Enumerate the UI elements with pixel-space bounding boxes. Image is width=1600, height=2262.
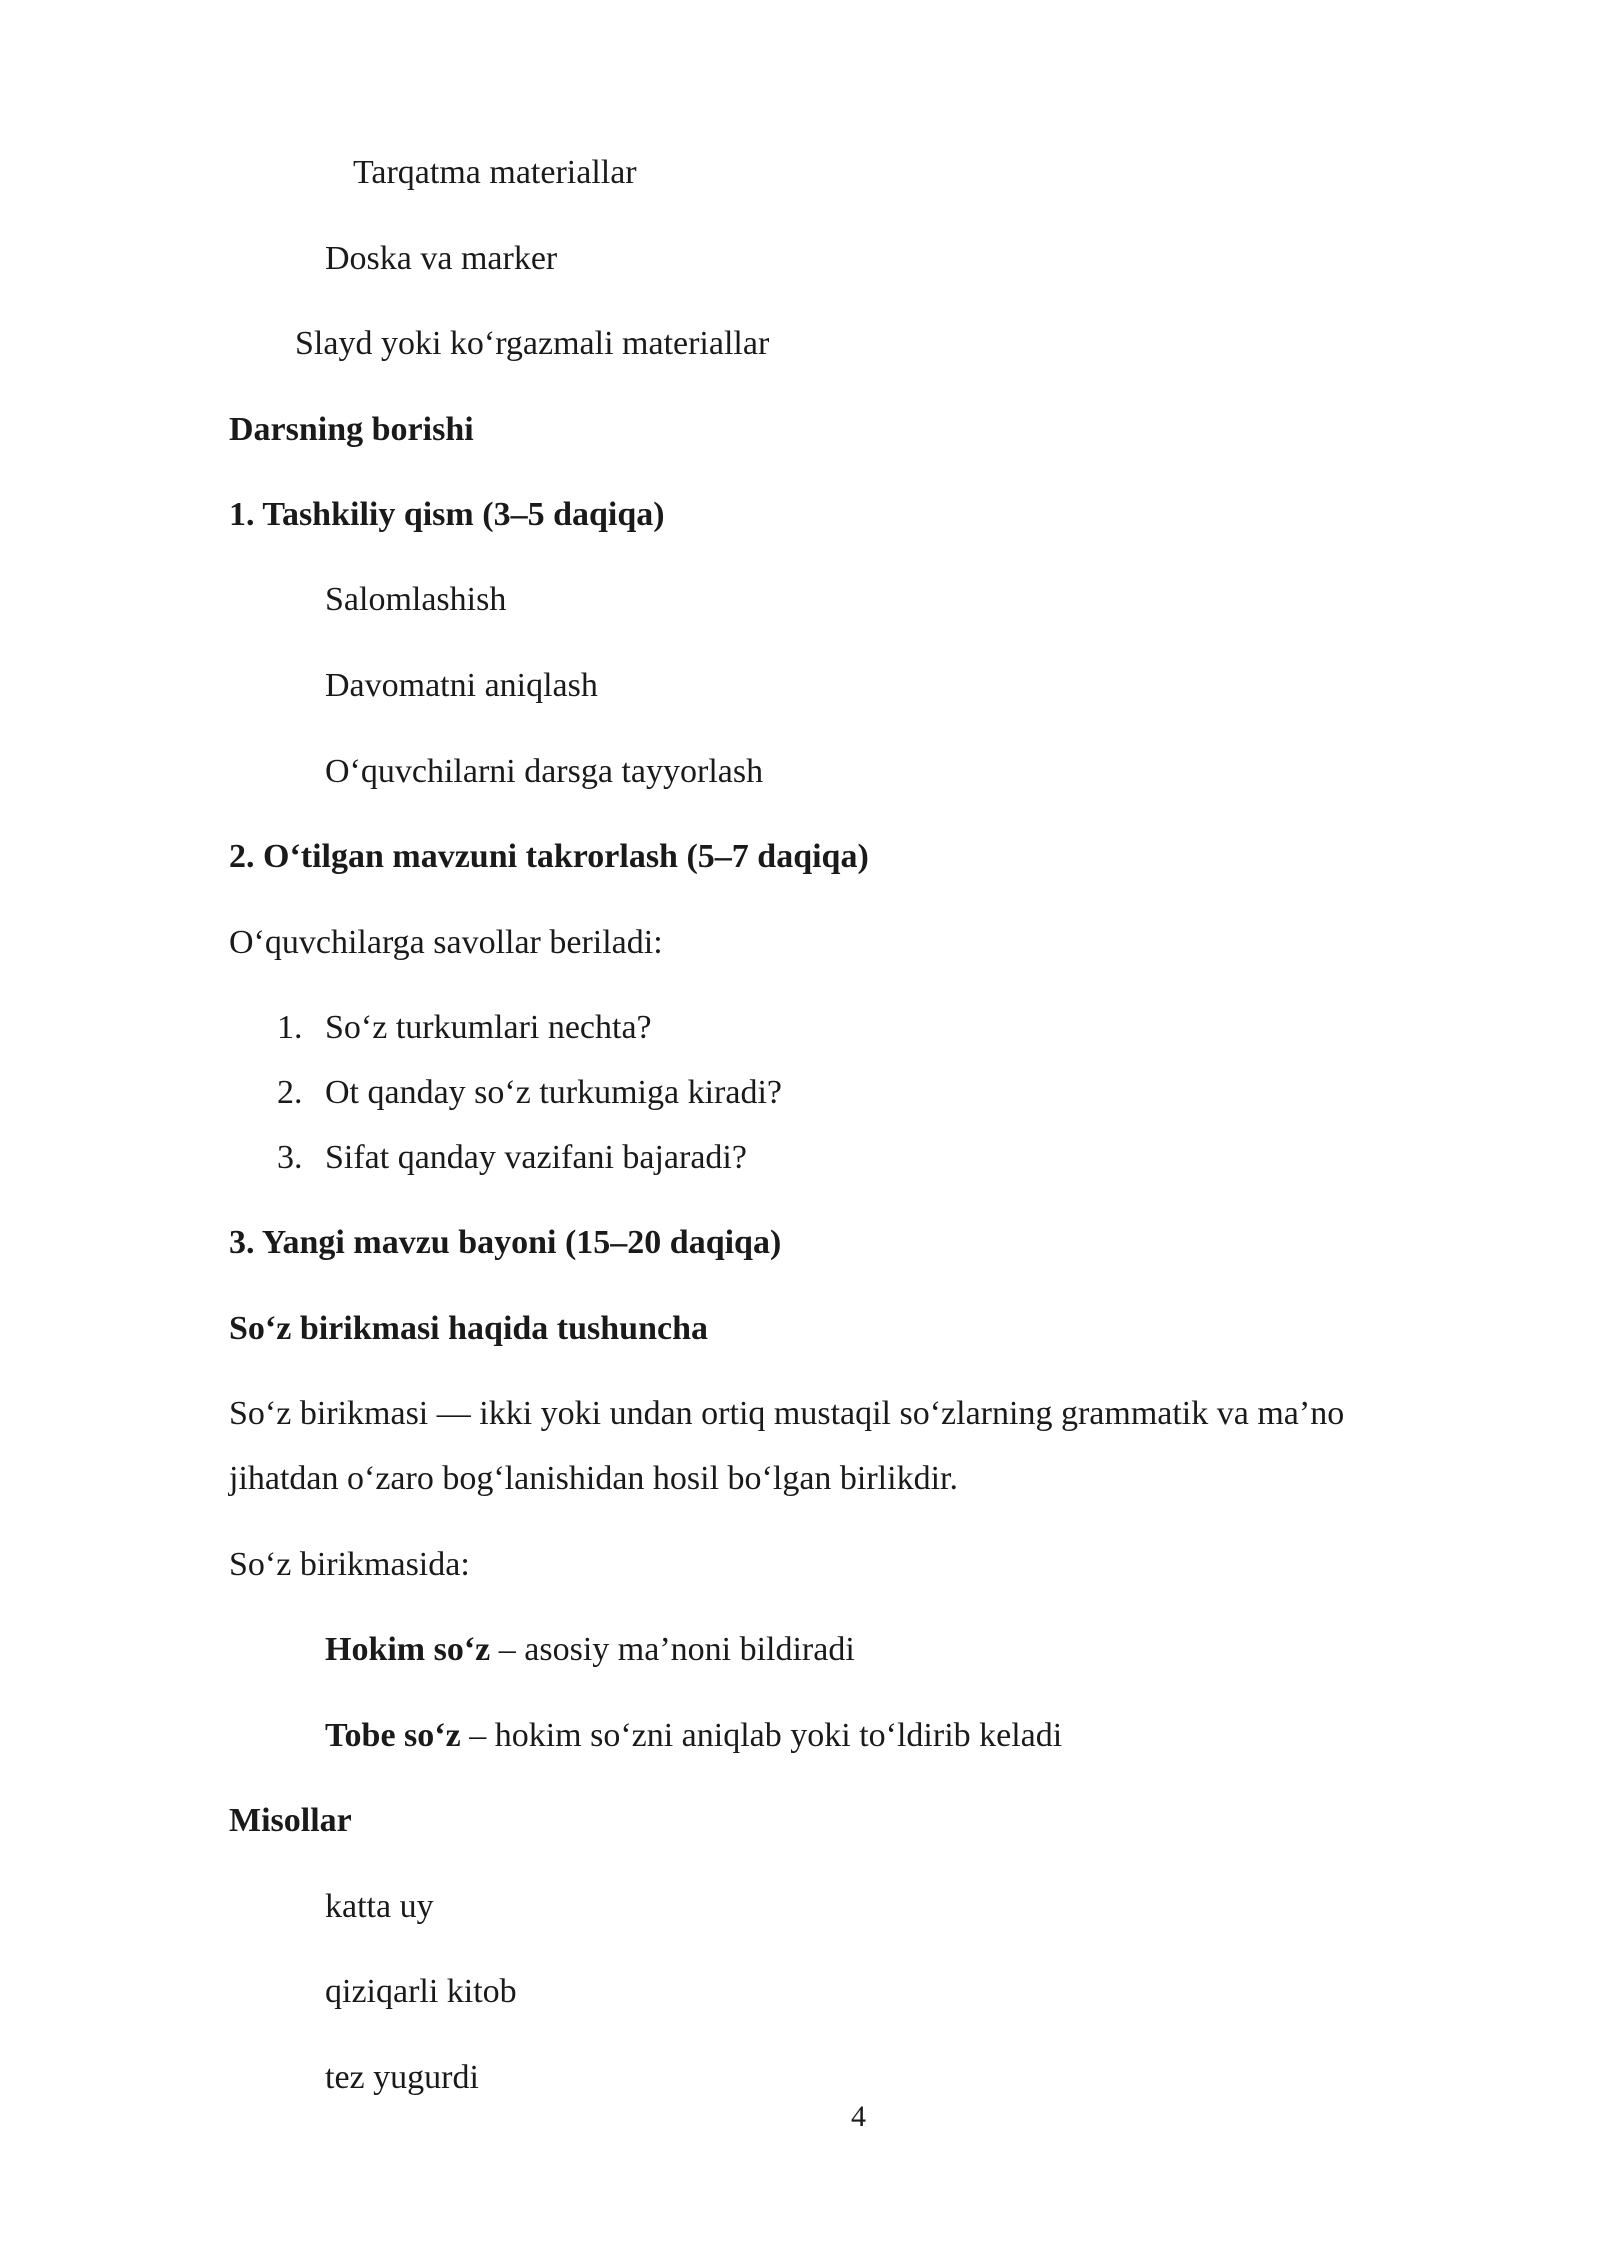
equipment-item-slides: Slayd yoki ko‘rgazmali materiallar: [295, 325, 770, 362]
question-number: 2.: [277, 1074, 303, 1111]
question-text: So‘z turkumlari nechta?: [325, 1009, 652, 1046]
definition-line-2: jihatdan o‘zaro bog‘lanishidan hosil bo‘lgan birlikdir.: [229, 1460, 958, 1497]
part-term: Hokim so‘z: [325, 1631, 491, 1668]
part-dependent-word: [325, 1714, 1062, 1758]
page-number: 4: [851, 2100, 866, 2133]
section2-title: 2. O‘tilgan mavzuni takrorlash (5–7 daqiqa): [229, 838, 869, 875]
section2-intro: O‘quvchilarga savollar beriladi:: [229, 924, 663, 961]
section1-item: Salomlashish: [325, 581, 507, 618]
part-head-word: [325, 1628, 855, 1672]
example-item: tez yugurdi: [325, 2059, 479, 2096]
definition-line-1: So‘z birikmasi — ikki yoki undan ortiq mustaqil so‘zlarning grammatik va ma’no: [229, 1395, 1345, 1432]
section3-title: 3. Yangi mavzu bayoni (15–20 daqiqa): [229, 1224, 782, 1261]
equipment-item-handouts: Tarqatma materiallar: [353, 154, 637, 191]
part-description: – hokim so‘zni aniqlab yoki to‘ldirib keladi: [460, 1717, 1063, 1754]
question-number: 1.: [277, 1009, 303, 1046]
part-description: – asosiy ma’noni bildiradi: [490, 1631, 855, 1668]
section1-title: 1. Tashkiliy qism (3–5 daqiqa): [229, 496, 665, 533]
example-item: qiziqarli kitob: [325, 1973, 517, 2010]
section3-subtitle: So‘z birikmasi haqida tushuncha: [229, 1310, 708, 1347]
section1-item: Davomatni aniqlash: [325, 667, 598, 704]
parts-intro: So‘z birikmasida:: [229, 1546, 470, 1583]
section1-item: O‘quvchilarni darsga tayyorlash: [325, 753, 764, 790]
lesson-heading: Darsning borishi: [229, 411, 474, 448]
question-text: Ot qanday so‘z turkumiga kiradi?: [325, 1074, 782, 1111]
example-item: katta uy: [325, 1888, 434, 1925]
part-term: Tobe so‘z: [325, 1717, 461, 1754]
equipment-item-board: Doska va marker: [325, 240, 558, 277]
question-number: 3.: [277, 1139, 303, 1176]
examples-heading: Misollar: [229, 1802, 352, 1839]
question-text: Sifat qanday vazifani bajaradi?: [325, 1139, 747, 1176]
